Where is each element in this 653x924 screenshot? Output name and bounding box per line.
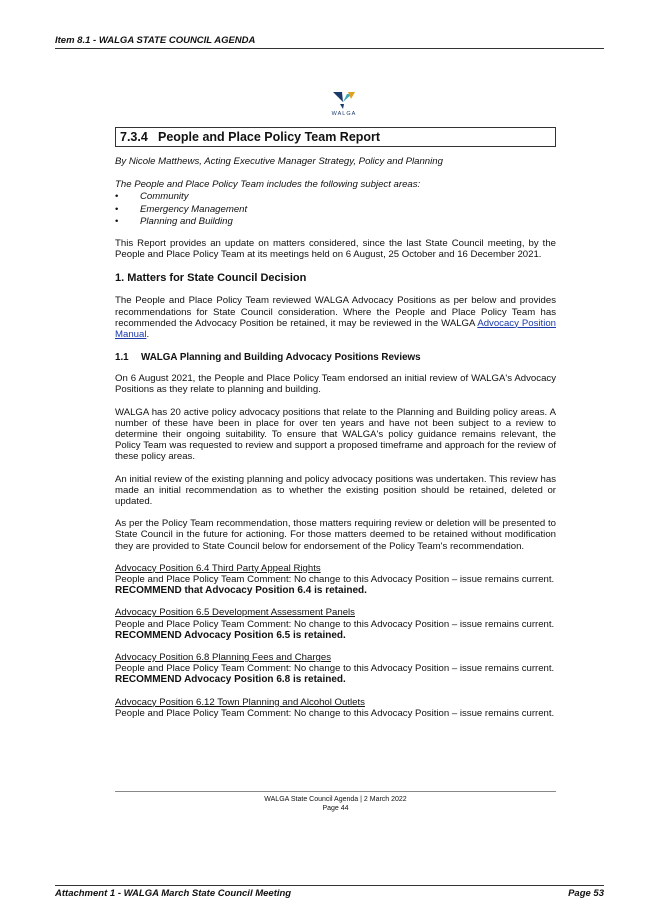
advocacy-position-comment: People and Place Policy Team Comment: No change to this Advocacy Position – issue remains current. xyxy=(115,618,555,630)
report-intro: The People and Place Policy Team includes the following subject areas: xyxy=(115,179,421,191)
inner-footer-agenda: WALGA State Council Agenda | 2 March 2022 xyxy=(264,796,407,803)
subject-area-item: • Emergency Management xyxy=(115,204,556,217)
advocacy-position-block xyxy=(115,607,556,641)
advocacy-position-manual-link[interactable]: Advocacy Position Manual xyxy=(115,317,556,340)
section-1-heading: 1. Matters for State Council Decision xyxy=(115,272,307,285)
logo-text: WALGA xyxy=(331,111,357,117)
advocacy-position-block xyxy=(115,563,556,597)
section-1-1-paragraph: On 6 August 2021, the People and Place Policy Team endorsed an initial review of WALGA's Advocacy Positions as they relate to planning and building. xyxy=(115,373,556,396)
section-1-1-heading: 1.1 WALGA Planning and Building Advocacy Positions Reviews xyxy=(115,352,421,364)
report-number: 7.3.4 xyxy=(120,130,148,144)
section-1-1-paragraph: An initial review of the existing planning and policy advocacy positions was undertaken. This review has made an initial recommendation as to whether the existing position should be retained, deleted or updated. xyxy=(115,473,556,507)
advocacy-position-block xyxy=(115,697,556,719)
advocacy-position-recommendation: RECOMMEND Advocacy Position 6.8 is retained. xyxy=(115,674,346,686)
subject-area-item: • Community xyxy=(115,191,556,204)
section-1-1-paragraph: WALGA has 20 active policy advocacy positions that relate to the Planning and Building policy areas. A number of these have been in place for over ten years and have not been subject to a review to determine their ongoing suitability. To ensure that WALGA's policy guidance remains relevant, the Policy Team was requested to review and support a proposed timeframe and approach for the review of these policy areas. xyxy=(115,406,556,463)
report-title: People and Place Policy Team Report xyxy=(158,130,381,144)
subject-area-item: • Planning and Building xyxy=(115,216,556,229)
walga-logo xyxy=(329,90,359,117)
advocacy-position-block xyxy=(115,652,556,686)
advocacy-position-title: Advocacy Position 6.4 Third Party Appeal Rights xyxy=(115,562,321,574)
advocacy-position-title: Advocacy Position 6.12 Town Planning and Alcohol Outlets xyxy=(115,696,365,708)
advocacy-position-recommendation: RECOMMEND Advocacy Position 6.5 is retained. xyxy=(115,629,346,641)
outer-footer-page-number: Page 53 xyxy=(568,888,604,899)
advocacy-position-comment: People and Place Policy Team Comment: No change to this Advocacy Position – issue remains current. xyxy=(115,663,555,675)
section-1-1-paragraph: As per the Policy Team recommendation, those matters requiring review or deletion will be presented to State Council in the future for actioning. For those matters deemed to be retained without modification they are provided to State Council below for endorsement of the Policy Team's recommendation. xyxy=(115,518,556,552)
walga-logo-icon xyxy=(332,90,356,110)
outer-footer-attachment: Attachment 1 - WALGA March State Council Meeting xyxy=(55,888,292,899)
advocacy-position-comment: People and Place Policy Team Comment: No change to this Advocacy Position – issue remains current. xyxy=(115,573,555,585)
advocacy-position-recommendation: RECOMMEND that Advocacy Position 6.4 is retained. xyxy=(115,585,367,597)
report-content xyxy=(115,127,556,719)
report-byline: By Nicole Matthews, Acting Executive Manager Strategy, Policy and Planning xyxy=(115,156,443,167)
inner-footer-page-number: Page 44 xyxy=(322,805,349,812)
advocacy-position-title: Advocacy Position 6.8 Planning Fees and Charges xyxy=(115,651,331,663)
report-title-box xyxy=(115,127,556,147)
section-1-paragraph: The People and Place Policy Team reviewed WALGA Advocacy Positions as per below and provides recommendations for State Council consideration. Where the People and Place Policy Team has recommended the Advocacy Position be retained, it may be reviewed in the WALGA Advocacy Position Manual. xyxy=(115,295,556,340)
advocacy-position-comment: People and Place Policy Team Comment: No change to this Advocacy Position – issue remains current. xyxy=(115,707,555,719)
outer-page-footer xyxy=(55,885,604,899)
advocacy-position-title: Advocacy Position 6.5 Development Assessment Panels xyxy=(115,607,355,619)
subject-area-list xyxy=(115,191,556,229)
inner-page-footer xyxy=(115,791,556,813)
outer-page-header: Item 8.1 - WALGA STATE COUNCIL AGENDA xyxy=(55,35,604,49)
report-update-paragraph: This Report provides an update on matters considered, since the last State Council meeting, by the People and Place Policy Team at its meetings held on 6 August, 25 October and 16 December 2021. xyxy=(115,237,556,261)
